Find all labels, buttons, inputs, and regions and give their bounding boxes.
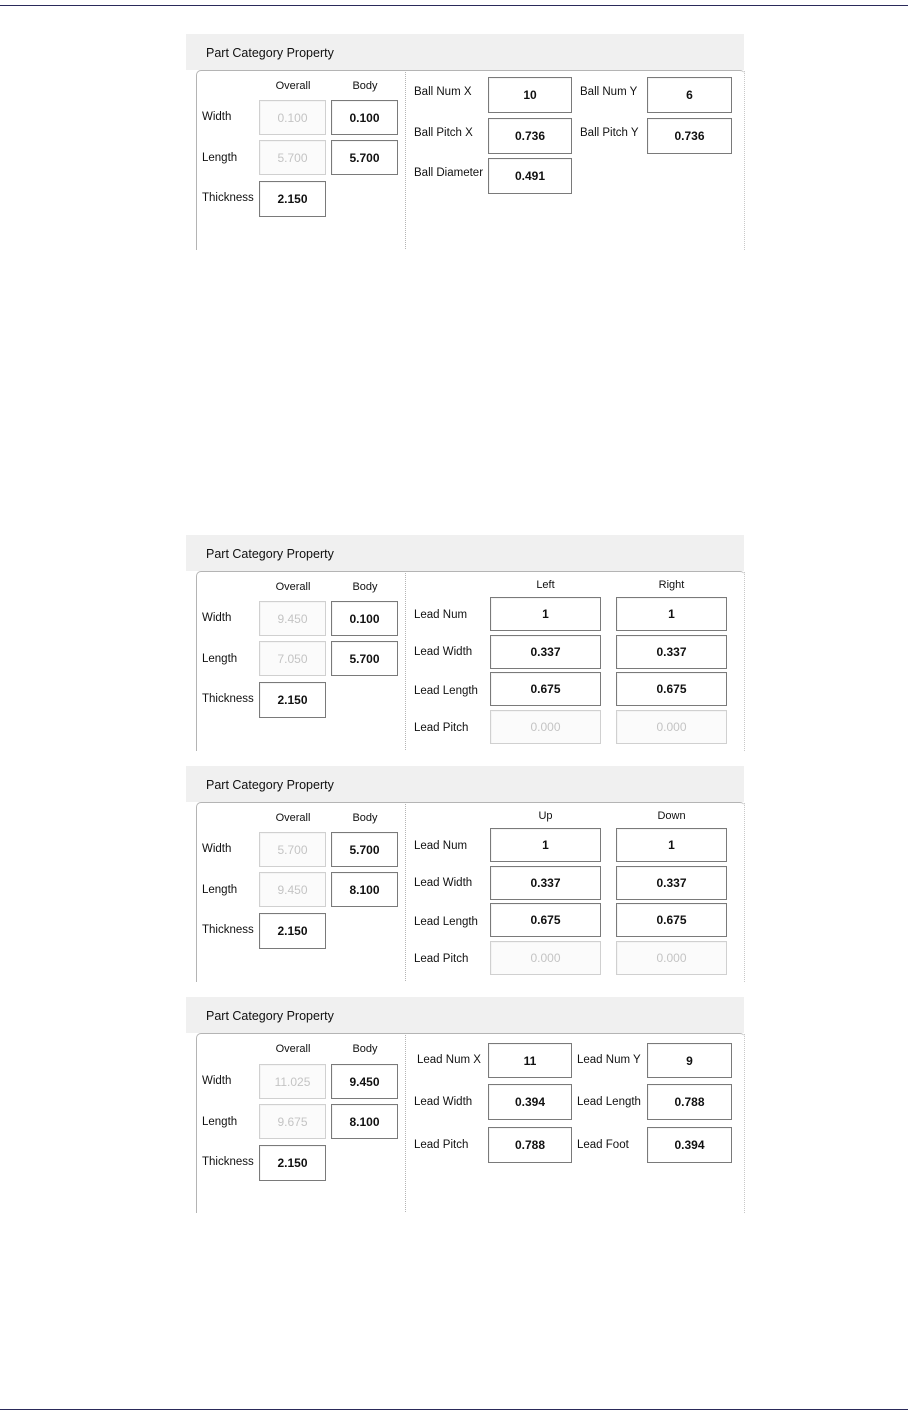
lead-num-label: Lead Num: [414, 840, 468, 852]
panel-header: [186, 34, 744, 70]
lead-num-down-field[interactable]: 1: [616, 828, 727, 862]
ball-pitch-x-field[interactable]: 0.736: [488, 118, 572, 154]
lead-width-down-field[interactable]: 0.337: [616, 866, 727, 900]
lead-width-right-field[interactable]: 0.337: [616, 635, 727, 669]
length-label: Length: [202, 1116, 238, 1128]
lead-pitch-right-field[interactable]: 0.000: [616, 710, 727, 744]
part-category-panel-quad: [186, 997, 744, 1212]
thickness-label: Thickness: [202, 924, 254, 936]
thickness-label: Thickness: [202, 1156, 254, 1168]
lead-pitch-down-field[interactable]: 0.000: [616, 941, 727, 975]
lead-pitch-label: Lead Pitch: [414, 722, 469, 734]
thickness-field[interactable]: 2.150: [259, 1145, 326, 1181]
body-length-field[interactable]: 5.700: [331, 140, 398, 175]
lead-length-label: Lead Length: [414, 916, 478, 928]
panel-title: Part Category Property: [206, 1009, 334, 1023]
body-length-field[interactable]: 8.100: [331, 1104, 398, 1139]
lead-num-left-field[interactable]: 1: [490, 597, 601, 631]
lead-length-up-field[interactable]: 0.675: [490, 903, 601, 937]
panel-title: Part Category Property: [206, 547, 334, 561]
overall-length-field[interactable]: 9.675: [259, 1104, 326, 1139]
up-column-header: Up: [538, 810, 553, 822]
overall-width-field[interactable]: 11.025: [259, 1064, 326, 1099]
thickness-field[interactable]: 2.150: [259, 181, 326, 217]
lead-pitch-label: Lead Pitch: [414, 953, 469, 965]
width-label: Width: [202, 1075, 232, 1087]
overall-length-field[interactable]: 7.050: [259, 641, 326, 676]
lead-num-right-field[interactable]: 1: [616, 597, 727, 631]
body-column-header: Body: [352, 581, 378, 593]
lead-length-down-field[interactable]: 0.675: [616, 903, 727, 937]
lead-pitch-label: Lead Pitch: [414, 1139, 469, 1151]
panel-header: [186, 535, 744, 571]
overall-column-header: Overall: [275, 581, 311, 593]
down-column-header: Down: [657, 810, 686, 822]
thickness-field[interactable]: 2.150: [259, 682, 326, 718]
width-label: Width: [202, 111, 232, 123]
overall-width-field[interactable]: 5.700: [259, 832, 326, 867]
part-category-panel-left-right: [186, 535, 744, 750]
lead-width-label: Lead Width: [414, 646, 473, 658]
lead-length-label: Lead Length: [577, 1096, 641, 1108]
lead-width-up-field[interactable]: 0.337: [490, 866, 601, 900]
body-column-header: Body: [352, 812, 378, 824]
body-column-header: Body: [352, 80, 378, 92]
length-label: Length: [202, 152, 238, 164]
lead-num-y-field[interactable]: 9: [647, 1043, 732, 1078]
body-length-field[interactable]: 8.100: [331, 872, 398, 907]
right-column-header: Right: [658, 579, 685, 591]
width-label: Width: [202, 612, 232, 624]
panel-title: Part Category Property: [206, 46, 334, 60]
panel-divider: [405, 802, 406, 981]
panel-header: [186, 997, 744, 1033]
overall-column-header: Overall: [275, 812, 311, 824]
lead-foot-field[interactable]: 0.394: [647, 1127, 732, 1163]
ball-diameter-field[interactable]: 0.491: [488, 158, 572, 194]
thickness-field[interactable]: 2.150: [259, 913, 326, 949]
lead-width-label: Lead Width: [414, 1096, 473, 1108]
panel-header: [186, 766, 744, 802]
ball-num-y-label: Ball Num Y: [580, 86, 638, 98]
ball-num-x-label: Ball Num X: [414, 86, 472, 98]
lead-pitch-up-field[interactable]: 0.000: [490, 941, 601, 975]
part-category-panel-up-down: [186, 766, 744, 981]
lead-length-left-field[interactable]: 0.675: [490, 672, 601, 706]
panel-divider: [405, 1033, 406, 1212]
lead-num-y-label: Lead Num Y: [577, 1054, 641, 1066]
ball-pitch-y-field[interactable]: 0.736: [647, 118, 732, 154]
lead-num-x-field[interactable]: 11: [488, 1043, 572, 1078]
body-width-field[interactable]: 0.100: [331, 100, 398, 135]
ball-pitch-x-label: Ball Pitch X: [414, 127, 473, 139]
lead-num-x-label: Lead Num X: [417, 1054, 481, 1066]
top-rule: [0, 5, 908, 6]
lead-num-up-field[interactable]: 1: [490, 828, 601, 862]
width-label: Width: [202, 843, 232, 855]
panel-divider: [405, 70, 406, 249]
overall-column-header: Overall: [275, 80, 311, 92]
ball-pitch-y-label: Ball Pitch Y: [580, 127, 639, 139]
length-label: Length: [202, 653, 238, 665]
overall-width-field[interactable]: 9.450: [259, 601, 326, 636]
lead-width-field[interactable]: 0.394: [488, 1084, 572, 1120]
body-length-field[interactable]: 5.700: [331, 641, 398, 676]
body-column-header: Body: [352, 1043, 378, 1055]
body-width-field[interactable]: 5.700: [331, 832, 398, 867]
lead-width-left-field[interactable]: 0.337: [490, 635, 601, 669]
lead-length-right-field[interactable]: 0.675: [616, 672, 727, 706]
thickness-label: Thickness: [202, 693, 254, 705]
length-label: Length: [202, 884, 238, 896]
part-category-panel-bga: [186, 34, 744, 249]
lead-pitch-left-field[interactable]: 0.000: [490, 710, 601, 744]
body-width-field[interactable]: 0.100: [331, 601, 398, 636]
panel-divider: [405, 571, 406, 750]
left-column-header: Left: [536, 579, 555, 591]
panel-title: Part Category Property: [206, 778, 334, 792]
overall-length-field[interactable]: 9.450: [259, 872, 326, 907]
ball-num-y-field[interactable]: 6: [647, 77, 732, 113]
ball-num-x-field[interactable]: 10: [488, 77, 572, 113]
lead-length-label: Lead Length: [414, 685, 478, 697]
body-width-field[interactable]: 9.450: [331, 1064, 398, 1099]
overall-length-field[interactable]: 5.700: [259, 140, 326, 175]
lead-pitch-field[interactable]: 0.788: [488, 1127, 572, 1163]
lead-foot-label: Lead Foot: [577, 1139, 629, 1151]
overall-width-field[interactable]: 0.100: [259, 100, 326, 135]
lead-length-field[interactable]: 0.788: [647, 1084, 732, 1120]
overall-column-header: Overall: [275, 1043, 311, 1055]
ball-diameter-label: Ball Diameter: [414, 167, 484, 179]
bottom-rule: [0, 1409, 908, 1410]
lead-width-label: Lead Width: [414, 877, 473, 889]
lead-num-label: Lead Num: [414, 609, 468, 621]
thickness-label: Thickness: [202, 192, 254, 204]
